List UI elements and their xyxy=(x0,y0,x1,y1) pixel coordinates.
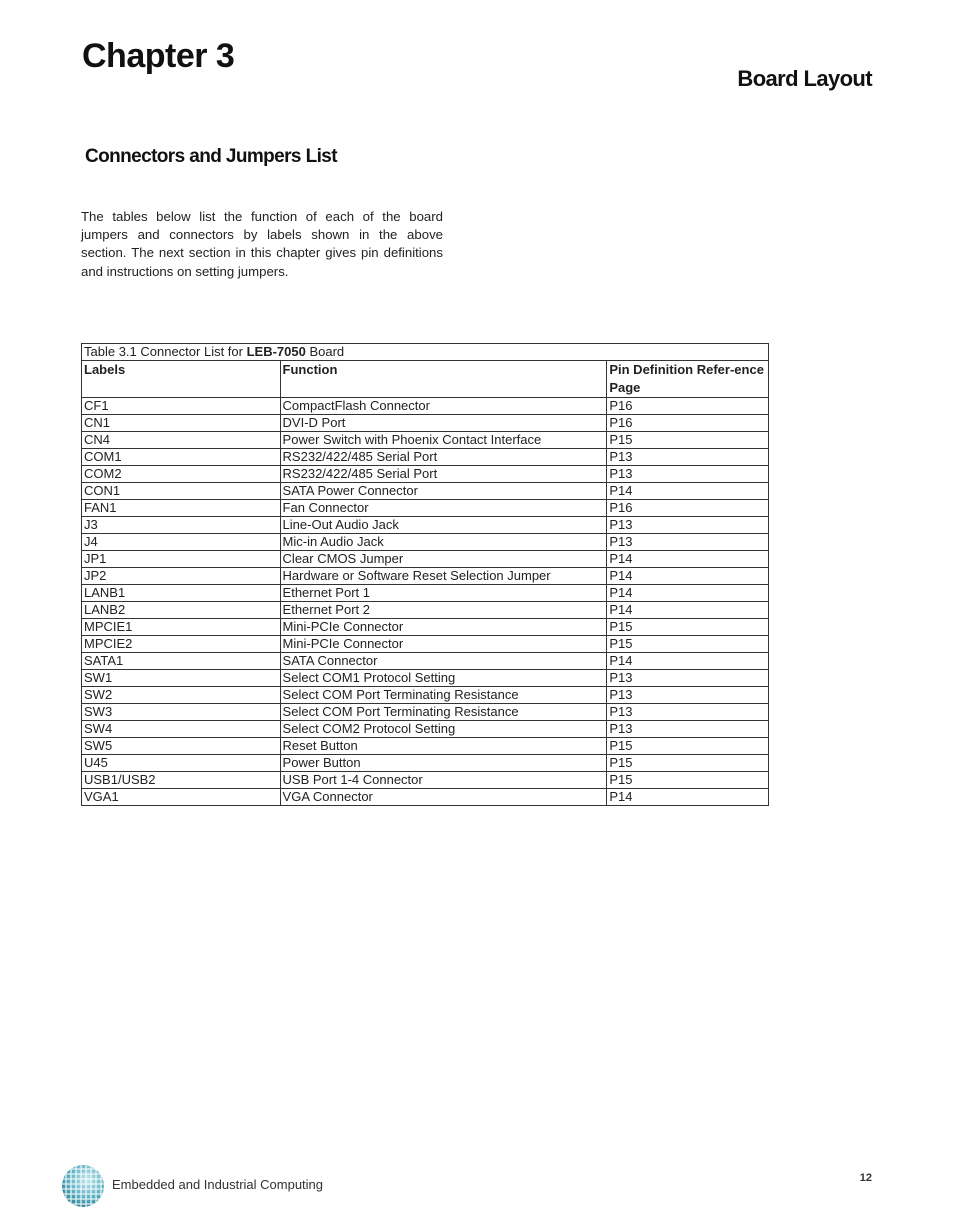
cell-function: VGA Connector xyxy=(280,789,607,806)
table-row xyxy=(82,398,769,415)
cell-function: Mic-in Audio Jack xyxy=(280,534,607,551)
cell-label: VGA1 xyxy=(82,789,281,806)
cell-label: CON1 xyxy=(82,483,281,500)
cell-label: SW3 xyxy=(82,704,281,721)
table-row xyxy=(82,449,769,466)
caption-prefix: Table 3.1 Connector List for xyxy=(84,344,247,359)
cell-label: LANB2 xyxy=(82,602,281,619)
cell-function: Power Switch with Phoenix Contact Interface xyxy=(280,432,607,449)
cell-function: RS232/422/485 Serial Port xyxy=(280,466,607,483)
caption-model: LEB-7050 xyxy=(246,344,306,359)
cell-page: P15 xyxy=(607,432,769,449)
table-row xyxy=(82,585,769,602)
cell-page: P15 xyxy=(607,772,769,789)
table-row xyxy=(82,432,769,449)
cell-label: SW2 xyxy=(82,687,281,704)
cell-label: U45 xyxy=(82,755,281,772)
cell-function: DVI-D Port xyxy=(280,415,607,432)
table-header-row xyxy=(82,361,769,398)
cell-label: SW1 xyxy=(82,670,281,687)
table-caption xyxy=(82,344,769,361)
table-body xyxy=(82,398,769,806)
cell-function: Mini-PCIe Connector xyxy=(280,619,607,636)
table-row xyxy=(82,517,769,534)
cell-function: Reset Button xyxy=(280,738,607,755)
cell-label: COM1 xyxy=(82,449,281,466)
cell-label: J4 xyxy=(82,534,281,551)
cell-page: P13 xyxy=(607,704,769,721)
caption-suffix: Board xyxy=(305,344,345,359)
table-row xyxy=(82,772,769,789)
cell-function: CompactFlash Connector xyxy=(280,398,607,415)
header-pin-reference: Pin Definition Refer-ence Page xyxy=(607,361,769,398)
chapter-title: Chapter 3 xyxy=(82,37,235,75)
table-row xyxy=(82,483,769,500)
table-row xyxy=(82,721,769,738)
cell-label: CN1 xyxy=(82,415,281,432)
cell-page: P15 xyxy=(607,738,769,755)
table-row xyxy=(82,415,769,432)
section-title: Board Layout xyxy=(737,66,872,91)
cell-label: LANB1 xyxy=(82,585,281,602)
table-row xyxy=(82,738,769,755)
cell-page: P16 xyxy=(607,398,769,415)
header-labels: Labels xyxy=(82,361,281,398)
cell-page: P13 xyxy=(607,534,769,551)
cell-page: P13 xyxy=(607,517,769,534)
cell-page: P15 xyxy=(607,619,769,636)
cell-page: P14 xyxy=(607,602,769,619)
cell-label: SW4 xyxy=(82,721,281,738)
cell-function: Clear CMOS Jumper xyxy=(280,551,607,568)
subsection-title: Connectors and Jumpers List xyxy=(85,146,337,167)
table-row xyxy=(82,534,769,551)
table-row xyxy=(82,500,769,517)
cell-label: COM2 xyxy=(82,466,281,483)
cell-function: SATA Power Connector xyxy=(280,483,607,500)
table-row xyxy=(82,568,769,585)
table-row xyxy=(82,466,769,483)
globe-logo-icon xyxy=(60,1163,106,1209)
cell-function: Hardware or Software Reset Selection Jumper xyxy=(280,568,607,585)
cell-label: J3 xyxy=(82,517,281,534)
cell-page: P14 xyxy=(607,551,769,568)
cell-function: Power Button xyxy=(280,755,607,772)
table-row xyxy=(82,687,769,704)
cell-function: Ethernet Port 2 xyxy=(280,602,607,619)
cell-label: JP2 xyxy=(82,568,281,585)
cell-function: Select COM Port Terminating Resistance xyxy=(280,704,607,721)
header-function: Function xyxy=(280,361,607,398)
cell-label: CN4 xyxy=(82,432,281,449)
cell-page: P13 xyxy=(607,449,769,466)
cell-page: P13 xyxy=(607,721,769,738)
cell-page: P14 xyxy=(607,653,769,670)
table-row xyxy=(82,755,769,772)
cell-label: SATA1 xyxy=(82,653,281,670)
cell-function: Line-Out Audio Jack xyxy=(280,517,607,534)
cell-function: Select COM1 Protocol Setting xyxy=(280,670,607,687)
cell-label: SW5 xyxy=(82,738,281,755)
table-row xyxy=(82,602,769,619)
cell-label: JP1 xyxy=(82,551,281,568)
cell-page: P16 xyxy=(607,415,769,432)
cell-function: Fan Connector xyxy=(280,500,607,517)
cell-page: P13 xyxy=(607,687,769,704)
cell-page: P14 xyxy=(607,789,769,806)
cell-function: Ethernet Port 1 xyxy=(280,585,607,602)
connector-table xyxy=(81,343,769,806)
table-caption-row xyxy=(82,344,769,361)
intro-paragraph: The tables below list the function of each of the board jumpers and connectors by labels shown in the above section. The next section in this chapter gives pin definitions and instructions on setting jumpers. xyxy=(81,209,443,279)
cell-label: FAN1 xyxy=(82,500,281,517)
cell-page: P14 xyxy=(607,585,769,602)
cell-function: Select COM2 Protocol Setting xyxy=(280,721,607,738)
table-row xyxy=(82,670,769,687)
cell-function: RS232/422/485 Serial Port xyxy=(280,449,607,466)
cell-page: P13 xyxy=(607,670,769,687)
cell-page: P14 xyxy=(607,483,769,500)
cell-function: Select COM Port Terminating Resistance xyxy=(280,687,607,704)
footer-text: Embedded and Industrial Computing xyxy=(112,1177,324,1192)
cell-label: MPCIE2 xyxy=(82,636,281,653)
page-number: 12 xyxy=(859,1172,872,1184)
table-row xyxy=(82,653,769,670)
cell-function: USB Port 1-4 Connector xyxy=(280,772,607,789)
cell-page: P15 xyxy=(607,636,769,653)
cell-page: P13 xyxy=(607,466,769,483)
table-row xyxy=(82,619,769,636)
table-row xyxy=(82,704,769,721)
cell-function: Mini-PCIe Connector xyxy=(280,636,607,653)
cell-function: SATA Connector xyxy=(280,653,607,670)
cell-label: MPCIE1 xyxy=(82,619,281,636)
table-row xyxy=(82,636,769,653)
cell-page: P14 xyxy=(607,568,769,585)
table-row xyxy=(82,789,769,806)
table-row xyxy=(82,551,769,568)
cell-page: P15 xyxy=(607,755,769,772)
cell-label: USB1/USB2 xyxy=(82,772,281,789)
cell-label: CF1 xyxy=(82,398,281,415)
cell-page: P16 xyxy=(607,500,769,517)
